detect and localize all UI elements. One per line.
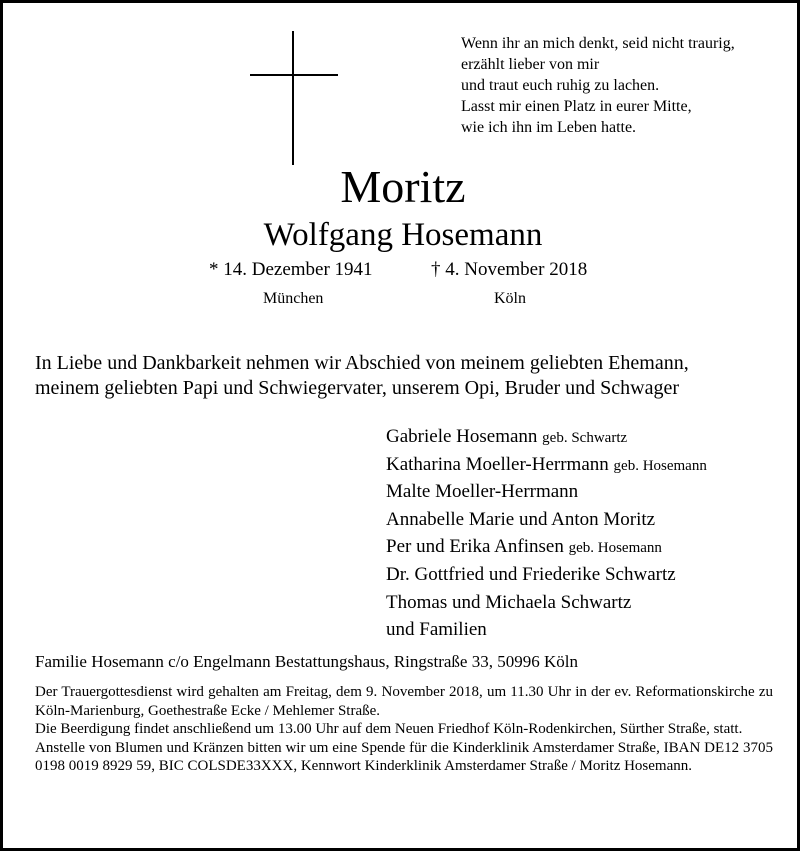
mourner — [386, 507, 707, 535]
intro-line: In Liebe und Dankbarkeit nehmen wir Abschied von meinem geliebten Ehemann, — [35, 352, 689, 374]
mourner — [386, 562, 707, 590]
mourner-name: Gabriele Hosemann — [386, 426, 538, 447]
cross-icon — [292, 31, 294, 165]
mourner — [386, 479, 707, 507]
poem-line: Wenn ihr an mich denkt, seid nicht traurig, — [461, 35, 735, 52]
mourner-maiden-name: geb. Hosemann — [568, 540, 662, 557]
family-address: Familie Hosemann c/o Engelmann Bestattungshaus, Ringstraße 33, 50996 Köln — [35, 652, 578, 671]
mourner-name: Annabelle Marie und Anton Moritz — [386, 508, 656, 530]
service-info: Der Trauergottesdienst wird gehalten am Freitag, dem 9. November 2018, um 11.30 Uhr in der ev. Reformationskirche zu Köln-Marienburg, Goethestraße Ecke / Mehlemer Straße. — [35, 684, 773, 719]
birth-place: München — [263, 290, 324, 307]
donation-info: Anstelle von Blumen und Kränzen bitten wir um eine Spende für die Kinderklinik Amsterdamer Straße, IBAN DE12 3705 0198 0019 8929 59, BIC COLSDE33XXX, Kennwort Kinderklinik Amsterdamer Straße / Moritz Hosemann. — [35, 739, 773, 774]
mourner — [386, 617, 707, 645]
funeral-details — [35, 683, 773, 776]
mourners-list — [386, 424, 707, 645]
death-place: Köln — [494, 290, 526, 307]
mourner-name: Katharina Moeller-Herrmann — [386, 453, 609, 475]
poem-line: und traut euch ruhig zu lachen. — [461, 77, 660, 94]
mourner — [386, 534, 707, 562]
mourner-maiden-name: geb. Hosemann — [613, 457, 707, 474]
deceased-full-name: Wolfgang Hosemann — [263, 217, 543, 253]
poem-line: Lasst mir einen Platz in eurer Mitte, — [461, 98, 692, 115]
mourner — [386, 424, 707, 452]
intro-text — [35, 351, 689, 401]
mourner — [386, 590, 707, 618]
birth-date: * 14. Dezember 1941 — [209, 259, 373, 280]
intro-line: meinem geliebten Papi und Schwiegervater, unserem Opi, Bruder und Schwager — [35, 377, 680, 399]
mourner — [386, 452, 707, 480]
burial-info: Die Beerdigung findet anschließend um 13.00 Uhr auf dem Neuen Friedhof Köln-Rodenkirchen, Sürther Straße, statt. — [35, 721, 743, 737]
poem-line: erzählt lieber von mir — [461, 56, 600, 73]
mourner-name: Dr. Gottfried und Friederike Schwartz — [386, 563, 676, 585]
poem — [461, 33, 735, 138]
poem-line: wie ich ihn im Leben hatte. — [461, 119, 637, 136]
deceased-first-name: Moritz — [340, 161, 466, 212]
mourner-maiden-name: geb. Schwartz — [542, 430, 628, 446]
death-date: † 4. November 2018 — [431, 259, 588, 280]
mourner-name: Malte Moeller-Herrmann — [386, 481, 579, 503]
mourner-name: und Familien — [386, 619, 487, 641]
mourner-name: Thomas und Michaela Schwartz — [386, 591, 632, 613]
mourner-name: Per und Erika Anfinsen — [386, 536, 564, 558]
cross-icon-bar — [250, 74, 338, 76]
